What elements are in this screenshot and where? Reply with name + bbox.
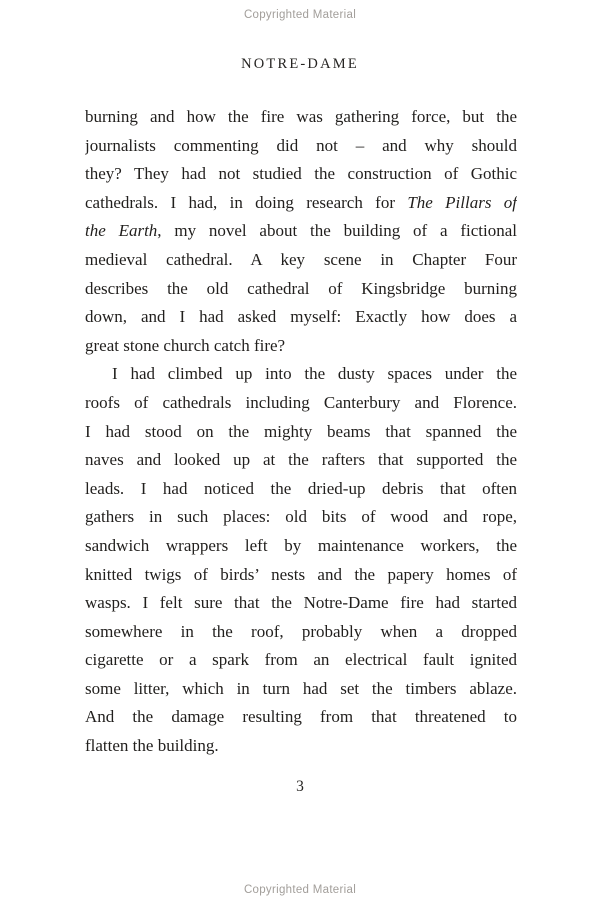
text-line [85,675,517,704]
text-line [85,589,517,618]
text-line [85,703,517,732]
text-segment: burning and how the fire was gathering force, but the [85,107,517,126]
text-segment: cathedrals. I had, in doing research for [85,192,408,212]
text-segment: somewhere in the roof, probably when a dropped [85,621,517,641]
text-segment: describes the old cathedral of Kingsbridge burning [85,278,517,298]
copyright-notice-bottom: Copyrighted Material [243,884,357,896]
text-segment: I had stood on the mighty beams that spanned the [85,421,517,441]
text-segment: medieval cathedral. A key scene in Chapter Four [85,249,517,269]
text-segment: some litter, which in turn had set the timbers ablaze. [85,678,517,698]
text-segment: And the damage resulting from that threatened to [85,707,517,727]
text-line [85,332,517,361]
body-text-block [85,103,517,761]
text-line [85,475,517,504]
text-line [85,532,517,561]
text-line [85,503,517,532]
text-segment: cigarette or a spark from an electrical fault ignited [85,650,517,670]
text-line [85,418,517,447]
text-line [85,732,517,761]
text-segment: I had climbed up into the dusty spaces under the [112,364,517,384]
text-segment: , my novel about the building of a fictional [157,221,517,241]
text-line [85,103,517,132]
text-line [85,446,517,475]
text-segment: knitted twigs of birds’ nests and the papery homes of [85,564,517,584]
text-line [85,217,517,246]
text-line [85,275,517,304]
copyright-notice-top: Copyrighted Material [243,9,357,21]
text-segment: flatten the building. [85,736,219,756]
book-title-italic: The Pillars of [407,192,517,212]
text-segment: great stone church catch fire? [85,335,286,355]
text-segment: they? They had not studied the construction of Gothic [85,164,517,184]
text-line [85,646,517,675]
text-segment: journalists commenting did not – and why should [85,135,517,155]
book-title-italic: the Earth [85,221,158,241]
text-line [85,561,517,590]
text-line [85,132,517,161]
text-segment: wasps. I felt sure that the Notre-Dame fire had started [85,593,517,613]
text-segment: leads. I had noticed the dried-up debris that often [85,478,517,498]
text-line [85,160,517,189]
text-line [85,303,517,332]
text-line [85,618,517,647]
text-line [85,189,517,218]
running-header-title: NOTRE-DAME [241,56,359,72]
text-segment: naves and looked up at the rafters that supported the [85,450,517,470]
text-segment: sandwich wrappers left by maintenance workers, the [85,535,517,555]
text-line [85,246,517,275]
text-segment: gathers in such places: old bits of wood and rope, [85,507,517,527]
text-line [85,389,517,418]
text-segment: roofs of cathedrals including Canterbury and Florence. [85,392,517,412]
text-line [85,360,517,389]
text-segment: down, and I had asked myself: Exactly how does a [85,307,517,327]
page-number: 3 [296,778,304,795]
